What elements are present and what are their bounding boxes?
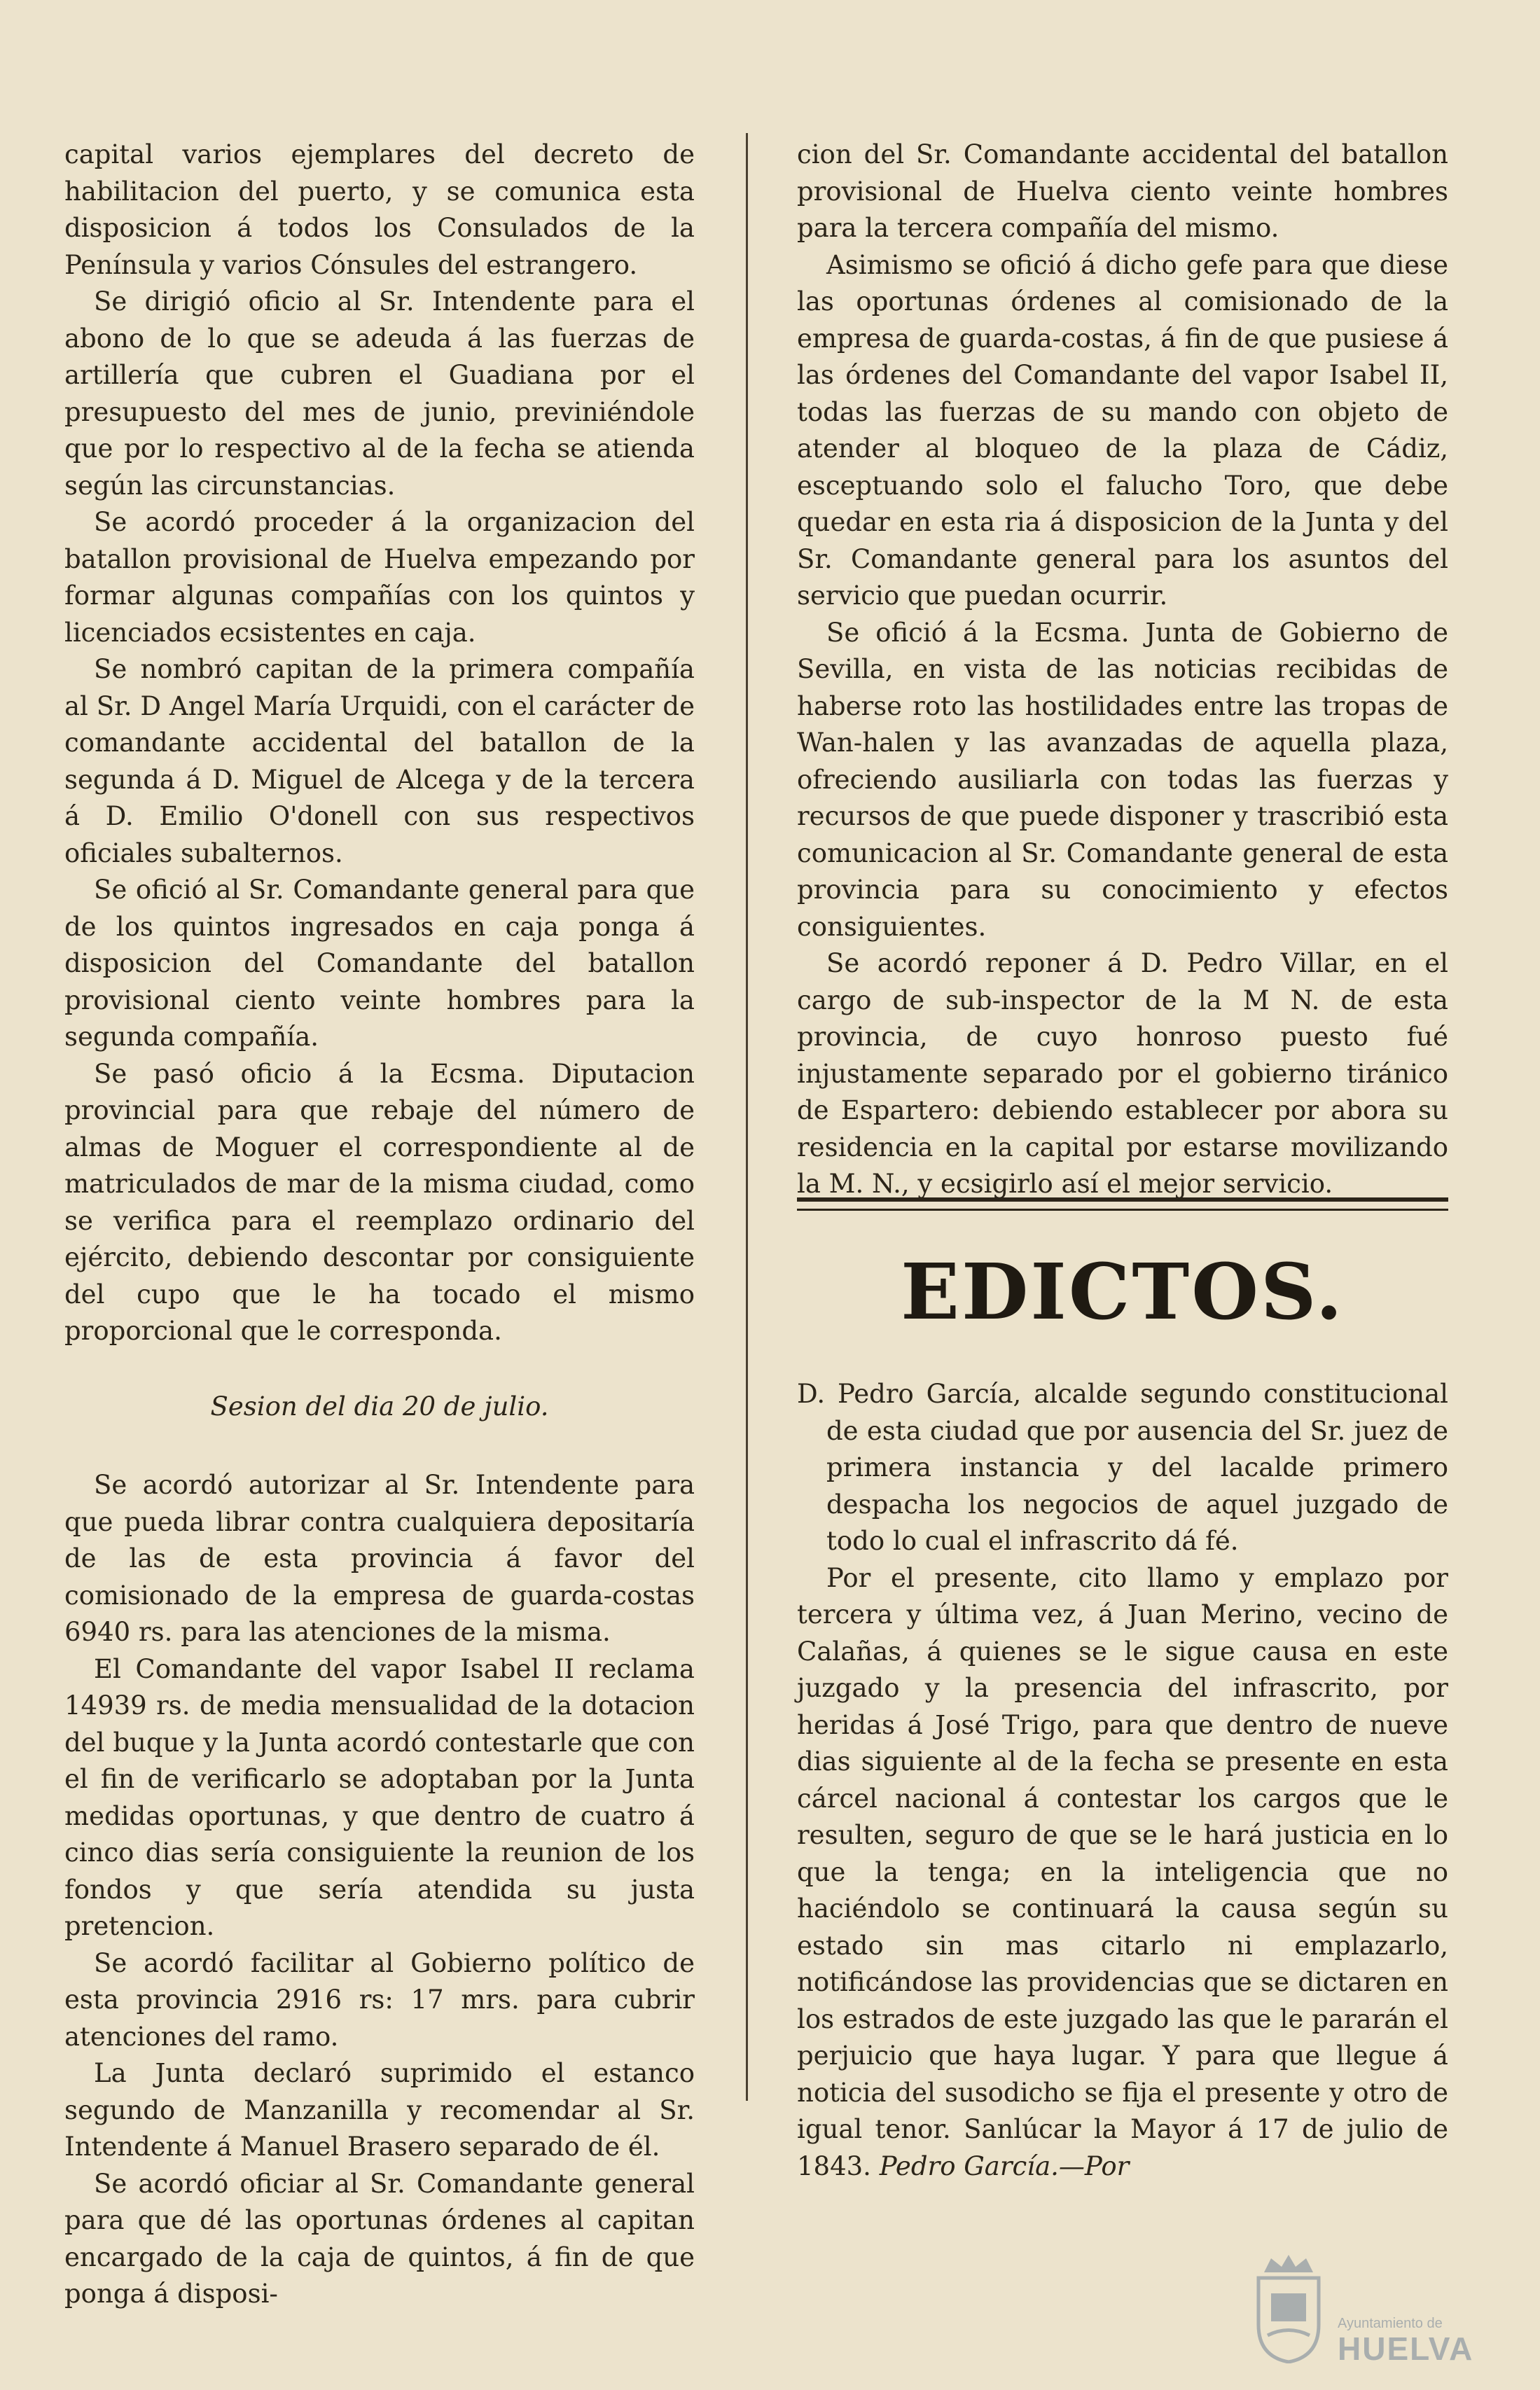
edictos-heading: EDICTOS. — [901, 1246, 1345, 1337]
paragraph: capital varios ejemplares del decreto de habilitacion del puerto, y se comunica esta disposicion á todos los Consulados de la Península y varios Cónsules del estrangero. — [64, 139, 695, 280]
paragraph: Se dirigió oficio al Sr. Intendente para el abono de lo que se adeuda á las fuerzas de artillería que cubren el Guadiana por el presupuesto del mes de junio, previniéndole que por lo respectivo al de la fecha se atienda según las circunstancias. — [64, 286, 695, 501]
paragraph: Se acordó reponer á D. Pedro Villar, en el cargo de sub-inspector de la M N. de esta provincia, de cuyo honroso puesto fué injustamente separado por el gobierno tiránico de Espartero: debiendo establecer por abora su residencia en la capital por estarse movilizando la M. N., y ecsigirlo así el mejor servicio. — [797, 948, 1448, 1199]
left-column — [64, 137, 695, 2313]
crowned-shield-icon — [1250, 2251, 1327, 2363]
paragraph: Se pasó oficio á la Ecsma. Diputacion provincial para que rebaje del número de almas de Moguer el correspondiente al de matriculados de mar de la misma ciudad, como se verifica para el reemplazo ordinario del ejército, debiendo descontar por consiguiente del cupo que le ha tocado el mismo proporcional que le corresponda. — [64, 1058, 695, 1346]
right-column — [797, 137, 1448, 1203]
session-heading: Sesion del dia 20 de julio. — [210, 1391, 549, 1422]
paragraph: El Comandante del vapor Isabel II reclama 14939 rs. de media mensualidad de la dotacion del buque y la Junta acordó contestarle que con el fin de verificarlo se adoptaban por la Junta medidas oportunas, y que dentro de cuatro á cinco dias sería consiguiente la reunion de los fondos y que sería atendida su justa pretencion. — [64, 1653, 695, 1941]
paragraph: Se ofició á la Ecsma. Junta de Gobierno de Sevilla, en vista de las noticias recibidas de haberse roto las hostilidades entre las tropas de Wan-halen y las avanzadas de aquella plaza, ofreciendo ausiliarla con todas las fuerzas y recursos de que puede disponer y trascribió esta comunicacion al Sr. Comandante general de esta provincia para su conocimiento y efectos consiguientes. — [797, 617, 1448, 942]
paragraph: La Junta declaró suprimido el estanco segundo de Manzanilla y recomendar al Sr. Intendente á Manuel Brasero separado de él. — [64, 2058, 695, 2162]
watermark-line1: Ayuntamiento de — [1338, 2316, 1443, 2331]
column-divider — [746, 133, 748, 2101]
edict-header: D. Pedro García, alcalde segundo constitucional de esta ciudad que por ausencia del Sr. juez de primera instancia y del lacalde primero despacha los negocios de aquel juzgado de todo lo cual el infrascrito dá fé. — [797, 1379, 1448, 1556]
edict-body — [797, 1560, 1448, 2186]
paragraph: Se acordó facilitar al Gobierno político de esta provincia 2916 rs: 17 mrs. para cubrir atenciones del ramo. — [64, 1947, 695, 2052]
paragraph: Se acordó autorizar al Sr. Intendente para que pueda librar contra cualquiera depositaría de las de esta provincia á favor del comisionado de la empresa de guarda-costas 6940 rs. para las atenciones de la misma. — [64, 1470, 695, 1647]
paragraph: Se acordó oficiar al Sr. Comandante general para que dé las oportunas órdenes al capitan encargado de la caja de quintos, á fin de que ponga á disposi- — [64, 2168, 695, 2309]
paragraph: cion del Sr. Comandante accidental del batallon provisional de Huelva ciento veinte hombres para la tercera compañía del mismo. — [797, 139, 1448, 243]
edict-signature: Pedro García.—Por — [879, 2151, 1130, 2181]
edict — [797, 1376, 1448, 2185]
edict-body-text: Por el presente, cito llamo y emplazo por tercera y última vez, á Juan Merino, vecino de Calañas, á quienes se le sigue causa en este juzgado y la presencia del infrascrito, por heridas á José Trigo, para que dentro de nueve dias siguiente al de la fecha se presente en esta cárcel nacional á contestar los cargos que le resulten, seguro de que se le hará justicia en lo que la tenga; en la inteligencia que no haciéndolo se continuará la causa según su estado sin mas citarlo ni emplazarlo, notificándose las providencias que se dictaren en los estrados de este juzgado las que le pararán el perjuicio que haya lugar. Y para que llegue á noticia del susodicho se fija el presente y otro de igual tenor. Sanlúcar la Mayor á 17 de julio de 1843. — [797, 1562, 1448, 2181]
section-rule — [797, 1197, 1448, 1211]
watermark-line2: HUELVA — [1338, 2330, 1474, 2367]
paragraph: Asimismo se ofició á dicho gefe para que diese las oportunas órdenes al comisionado de la empresa de guarda-costas, á fin de que pusiese á las órdenes del Comandante del vapor Isabel II, todas las fuerzas de su mando con objeto de atender al bloqueo de la plaza de Cádiz, esceptuando solo el falucho Toro, que debe quedar en esta ria á disposicion de la Junta y del Sr. Comandante general para los asuntos del servicio que puedan ocurrir. — [797, 249, 1448, 611]
paragraph: Se acordó proceder á la organizacion del batallon provisional de Huelva empezando por formar algunas compañías con los quintos y licenciados ecsistentes en caja. — [64, 507, 695, 648]
watermark-logo — [1250, 2251, 1488, 2370]
paragraph: Se nombró capitan de la primera compañía al Sr. D Angel María Urquidi, con el carácter de comandante accidental del batallon de la segunda á D. Miguel de Alcega y de la tercera á D. Emilio O'donell con sus respectivos oficiales subalternos. — [64, 654, 695, 868]
paragraph: Se ofició al Sr. Comandante general para que de los quintos ingresados en caja ponga á disposicion del Comandante del batallon provisional ciento veinte hombres para la segunda compañía. — [64, 875, 695, 1052]
